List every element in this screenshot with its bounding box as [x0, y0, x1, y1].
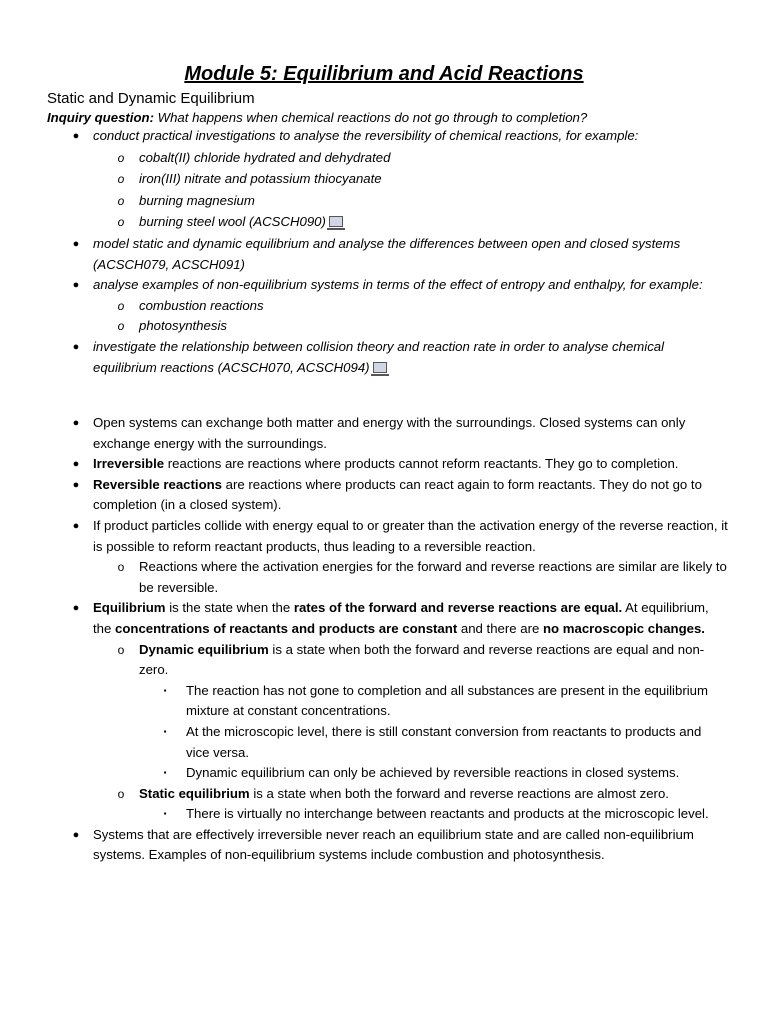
list-item: ● conduct practical investigations to analyse the reversibility of chemical reactions, for example:: [0, 126, 768, 147]
circle-marker: o: [117, 560, 125, 575]
circle-marker: o: [117, 172, 125, 187]
list-item: ● model static and dynamic equilibrium and analyse the differences between open and closed systems (ACSCH079, ACSCH091): [0, 234, 768, 275]
page-title: Module 5: Equilibrium and Acid Reactions: [184, 63, 584, 85]
bullet-marker: ●: [72, 279, 80, 292]
list-item: ▪ Dynamic equilibrium can only be achieved by reversible reactions in closed systems.: [0, 763, 768, 784]
list-item: ● Irreversible reactions are reactions where products cannot reform reactants. They go to completion.: [0, 454, 768, 475]
list-item: ▪ The reaction has not gone to completion and all substances are present in the equilibrium mixture at constant concentrations.: [0, 681, 768, 722]
list-item: o iron(III) nitrate and potassium thiocyanate: [0, 169, 768, 190]
bullet-marker: ●: [72, 519, 80, 532]
circle-marker: o: [117, 298, 125, 313]
circle-marker: o: [117, 150, 125, 165]
list-item: ● analyse examples of non-equilibrium systems in terms of the effect of entropy and enthalpy, for example:: [0, 275, 768, 296]
square-marker: ▪: [163, 809, 167, 819]
bullet-marker: ●: [72, 828, 80, 841]
square-marker: ▪: [163, 768, 167, 778]
bullet-marker: ●: [72, 130, 80, 142]
list-item: o cobalt(II) chloride hydrated and dehydrated: [0, 148, 768, 169]
circle-marker: o: [117, 319, 125, 334]
list-item: o Dynamic equilibrium is a state when both the forward and reverse reactions are equal and non-zero.: [0, 640, 768, 681]
circle-marker: o: [117, 215, 125, 230]
computer-icon: [373, 362, 387, 373]
square-marker: ▪: [163, 685, 167, 695]
bullet-marker: ●: [72, 237, 80, 250]
list-item: o burning steel wool (ACSCH090): [0, 212, 768, 233]
bullet-marker: ●: [72, 417, 80, 429]
list-item: o Static equilibrium is a state when both the forward and reverse reactions are almost zero.: [0, 784, 768, 805]
list-item: ● Systems that are effectively irreversible never reach an equilibrium state and are called non-equilibrium systems. Examples of non-equilibrium systems include combustion and photosynthesis.: [0, 825, 768, 866]
section-heading: Static and Dynamic Equilibrium: [47, 90, 255, 107]
computer-icon: [329, 216, 343, 227]
list-item: ● Equilibrium is the state when the rates of the forward and reverse reactions are equal. At equilibrium, the concentrations of reactants and products are constant and there are no macroscopic changes.: [0, 598, 768, 639]
square-marker: ▪: [163, 726, 167, 736]
list-item: o Reactions where the activation energies for the forward and reverse reactions are similar are likely to be reversible.: [0, 557, 768, 598]
list-item: ● investigate the relationship between collision theory and reaction rate in order to analyse chemical equilibrium reactions (ACSCH070, ACSCH094): [0, 337, 768, 378]
circle-marker: o: [117, 642, 125, 657]
list-item: ● Reversible reactions are reactions where products can react again to form reactants. They do not go to completion (in a closed system).: [0, 475, 768, 516]
list-item: o photosynthesis: [0, 316, 768, 337]
list-item: ● Open systems can exchange both matter and energy with the surroundings. Closed systems can only exchange energy with the surroundings.: [0, 413, 768, 454]
syllabus-list: [0, 126, 768, 378]
bullet-marker: ●: [72, 478, 80, 491]
bullet-marker: ●: [72, 602, 80, 615]
inquiry-label: Inquiry question:: [47, 110, 154, 125]
list-item: ▪ There is virtually no interchange between reactants and products at the microscopic level.: [0, 804, 768, 825]
list-item: o combustion reactions: [0, 296, 768, 317]
list-item: ▪ At the microscopic level, there is still constant conversion from reactants to products and vice versa.: [0, 722, 768, 763]
notes-list: [0, 413, 768, 866]
circle-marker: o: [117, 786, 125, 801]
bullet-marker: ●: [72, 458, 80, 471]
bullet-marker: ●: [72, 340, 80, 353]
list-item: ● If product particles collide with energy equal to or greater than the activation energy of the reverse reaction, it is possible to reform reactant products, thus leading to a reversible reaction.: [0, 516, 768, 557]
list-item: o burning magnesium: [0, 191, 768, 212]
inquiry-text: What happens when chemical reactions do not go through to completion?: [153, 110, 588, 125]
circle-marker: o: [117, 193, 125, 208]
